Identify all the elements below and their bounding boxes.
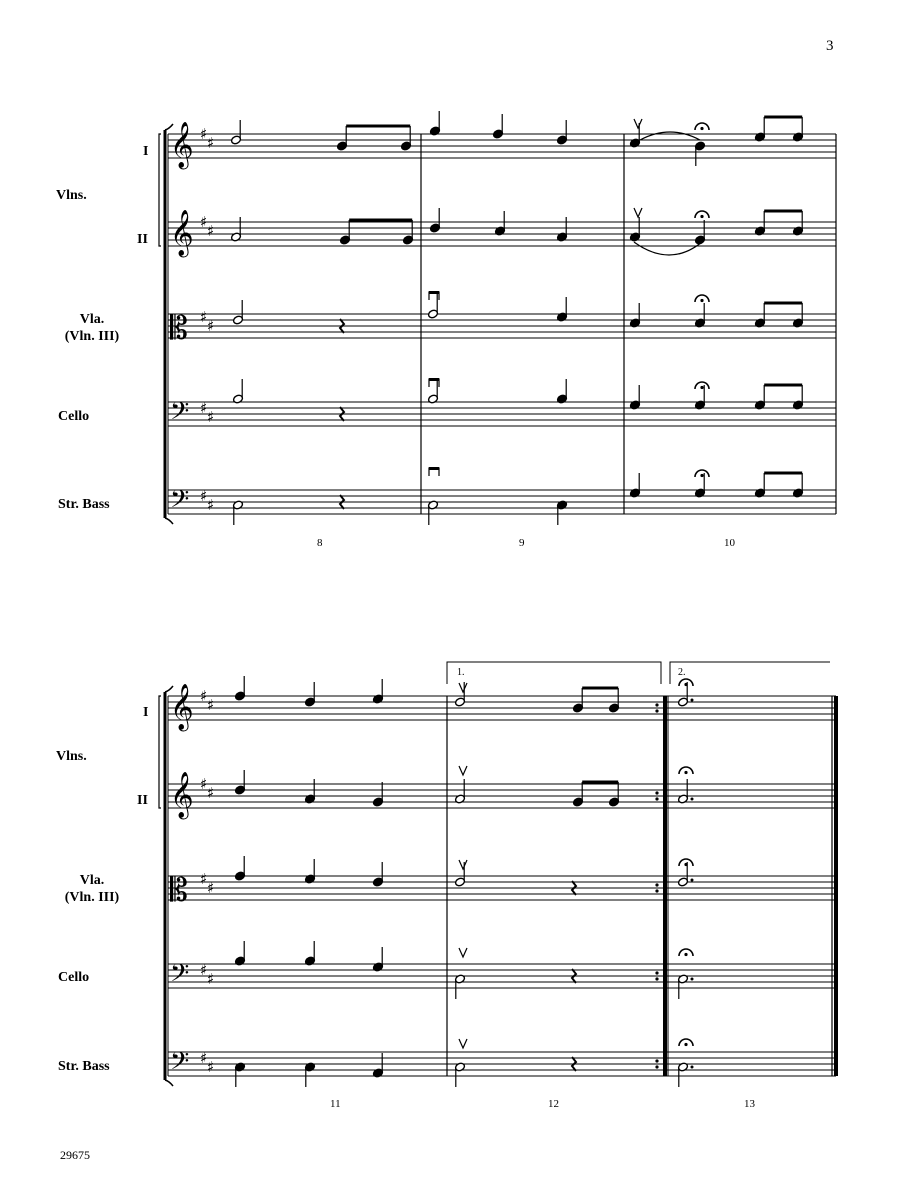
fermata-dot bbox=[700, 386, 703, 389]
repeat-dot bbox=[655, 889, 658, 892]
repeat-dot bbox=[655, 791, 658, 794]
sharp-icon: ♯ bbox=[207, 496, 215, 514]
augmentation-dot bbox=[691, 798, 694, 801]
treble-clef-icon: 𝄞 bbox=[170, 772, 194, 818]
system-2 bbox=[159, 662, 838, 1087]
sharp-icon: ♯ bbox=[200, 125, 208, 143]
sharp-icon: ♯ bbox=[200, 487, 208, 505]
up-bow-icon bbox=[634, 119, 642, 128]
label-viola-line2: (Vln. III) bbox=[64, 329, 120, 344]
sharp-icon: ♯ bbox=[200, 1049, 208, 1067]
sharp-icon: ♯ bbox=[207, 879, 215, 897]
up-bow-icon bbox=[634, 208, 642, 217]
quarter-rest bbox=[572, 969, 576, 983]
repeat-dot bbox=[655, 797, 658, 800]
bass-clef-icon: 𝄢 bbox=[170, 1047, 190, 1082]
measure-number-10: 10 bbox=[724, 537, 735, 549]
sharp-icon: ♯ bbox=[207, 970, 215, 988]
sharp-icon: ♯ bbox=[200, 213, 208, 231]
bass-clef-icon: 𝄢 bbox=[170, 485, 190, 520]
repeat-dot bbox=[655, 1065, 658, 1068]
treble-clef-icon: 𝄞 bbox=[170, 684, 194, 730]
label-cello-s2: Cello bbox=[58, 970, 90, 985]
violins-bracket bbox=[159, 696, 161, 808]
label-violin-1-s2: I bbox=[143, 705, 149, 720]
label-cello-s1: Cello bbox=[58, 409, 90, 424]
up-bow-icon bbox=[459, 860, 467, 869]
label-viola-line1: Vla. bbox=[79, 312, 105, 327]
quarter-rest bbox=[572, 881, 576, 895]
ending-second: 2. bbox=[678, 667, 686, 678]
violins-bracket bbox=[159, 134, 161, 246]
page-number: 3 bbox=[826, 38, 834, 54]
augmentation-dot bbox=[691, 978, 694, 981]
treble-clef-icon: 𝄞 bbox=[170, 122, 194, 168]
fermata-dot bbox=[684, 953, 687, 956]
fermata-dot bbox=[684, 683, 687, 686]
sharp-icon: ♯ bbox=[207, 1058, 215, 1076]
second-ending-bracket bbox=[670, 662, 830, 684]
up-bow-icon bbox=[459, 1039, 467, 1048]
slur bbox=[640, 132, 700, 140]
fermata-dot bbox=[700, 127, 703, 130]
sharp-icon: ♯ bbox=[207, 784, 215, 802]
label-bass-s2: Str. Bass bbox=[58, 1059, 110, 1074]
label-violins-2: Vlns. bbox=[56, 749, 87, 764]
augmentation-dot bbox=[691, 699, 694, 702]
sharp-icon: ♯ bbox=[200, 870, 208, 888]
quarter-rest bbox=[340, 495, 344, 509]
repeat-dot bbox=[655, 971, 658, 974]
repeat-dot bbox=[655, 703, 658, 706]
measure-number-12: 12 bbox=[548, 1098, 559, 1110]
fermata-dot bbox=[684, 771, 687, 774]
quarter-rest bbox=[572, 1057, 576, 1071]
augmentation-dot bbox=[691, 879, 694, 882]
down-bow-bar bbox=[429, 291, 439, 294]
down-bow-bar bbox=[429, 378, 439, 381]
sharp-icon: ♯ bbox=[207, 408, 215, 426]
fermata-dot bbox=[700, 215, 703, 218]
up-bow-icon bbox=[459, 948, 467, 957]
label-viola-line2: (Vln. III) bbox=[64, 890, 120, 905]
first-ending-bracket bbox=[447, 662, 661, 684]
catalog-number: 29675 bbox=[60, 1148, 90, 1162]
bass-clef-icon: 𝄢 bbox=[170, 397, 190, 432]
quarter-rest bbox=[340, 407, 344, 421]
sharp-icon: ♯ bbox=[207, 134, 215, 152]
label-violin-2-s1: II bbox=[137, 232, 148, 247]
slur bbox=[634, 242, 702, 255]
final-barline-thick bbox=[834, 696, 838, 1076]
measure-number-8: 8 bbox=[317, 537, 323, 549]
treble-clef-icon: 𝄞 bbox=[170, 210, 194, 256]
sharp-icon: ♯ bbox=[200, 687, 208, 705]
label-bass-s1: Str. Bass bbox=[58, 497, 110, 512]
alto-clef-icon: 𝄡 bbox=[170, 309, 188, 347]
fermata-dot bbox=[700, 299, 703, 302]
sharp-icon: ♯ bbox=[200, 308, 208, 326]
alto-clef-icon: 𝄡 bbox=[170, 871, 188, 909]
up-bow-icon bbox=[459, 766, 467, 775]
label-violin-2-s2: II bbox=[137, 793, 148, 808]
ending-first: 1. bbox=[457, 667, 465, 678]
label-violin-1-s1: I bbox=[143, 144, 149, 159]
system-1 bbox=[159, 111, 836, 525]
fermata-dot bbox=[684, 863, 687, 866]
sharp-icon: ♯ bbox=[200, 399, 208, 417]
fermata-dot bbox=[700, 474, 703, 477]
repeat-dot bbox=[655, 883, 658, 886]
bass-clef-icon: 𝄢 bbox=[170, 959, 190, 994]
repeat-dot bbox=[655, 1059, 658, 1062]
sharp-icon: ♯ bbox=[207, 317, 215, 335]
sharp-icon: ♯ bbox=[207, 222, 215, 240]
up-bow-icon bbox=[459, 683, 467, 692]
repeat-barline-thick bbox=[663, 696, 667, 1076]
label-violins-1: Vlns. bbox=[56, 188, 87, 203]
sharp-icon: ♯ bbox=[200, 961, 208, 979]
fermata-dot bbox=[684, 1043, 687, 1046]
sharp-icon: ♯ bbox=[207, 696, 215, 714]
measure-number-9: 9 bbox=[519, 537, 525, 549]
down-bow-bar bbox=[429, 467, 439, 470]
label-viola-line1: Vla. bbox=[79, 873, 105, 888]
sharp-icon: ♯ bbox=[200, 775, 208, 793]
measure-number-11: 11 bbox=[330, 1098, 341, 1110]
quarter-rest bbox=[340, 319, 344, 333]
measure-number-13: 13 bbox=[744, 1098, 755, 1110]
repeat-dot bbox=[655, 709, 658, 712]
repeat-dot bbox=[655, 977, 658, 980]
augmentation-dot bbox=[691, 1066, 694, 1069]
